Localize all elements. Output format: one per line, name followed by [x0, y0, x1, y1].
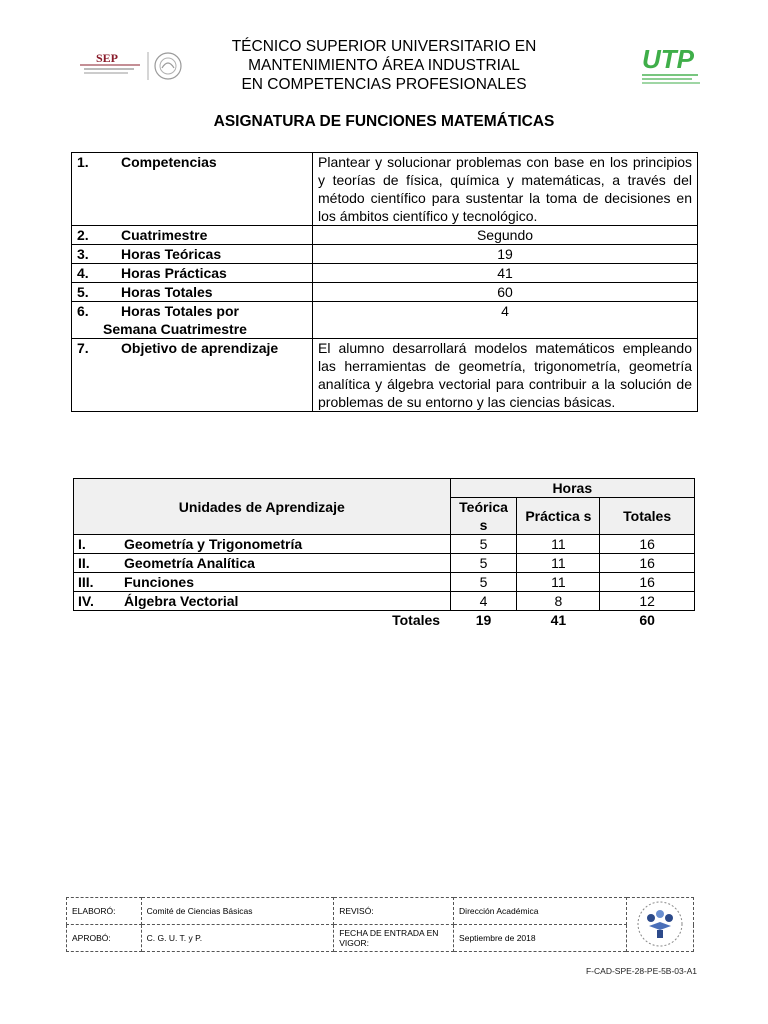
info-value: 4: [313, 302, 698, 339]
unit-teoricas: 5: [450, 535, 517, 554]
institution-seal-icon: [635, 900, 685, 948]
info-row: [72, 264, 698, 283]
unit-teoricas: 5: [450, 573, 517, 592]
unit-row: [74, 535, 695, 554]
info-value: Plantear y solucionar problemas con base en los principios y teorías de física, química y matemáticas, a través del método científico para sustentar la toma de decisiones en los ámbitos científico y tecnológico.: [313, 153, 698, 226]
utp-logo: [640, 44, 704, 88]
info-value: Segundo: [313, 226, 698, 245]
info-label: 4. Horas Prácticas: [72, 264, 313, 283]
utp-logo-text: UTP: [642, 44, 694, 74]
elaboro-value: Comité de Ciencias Básicas: [141, 898, 334, 925]
info-value: El alumno desarrollará modelos matemáticos empleando las herramientas de geometría, trigonometría, geometría analítica y álgebra vectorial para contribuir a la solución de problemas de su entorno y las ciencias básicas.: [313, 339, 698, 412]
unit-row: [74, 592, 695, 611]
info-row: [72, 339, 698, 412]
subject-title: ASIGNATURA DE FUNCIONES MATEMÁTICAS: [213, 113, 555, 130]
seal-cell: [627, 898, 694, 952]
unit-name: IV. Álgebra Vectorial: [74, 592, 451, 611]
total-totales: 60: [639, 612, 655, 628]
info-row: [72, 283, 698, 302]
info-label: 7. Objetivo de aprendizaje: [72, 339, 313, 412]
info-label: 6. Horas Totales por Semana Cuatrimestre: [72, 302, 313, 339]
unit-totales: 16: [600, 554, 695, 573]
reviso-label: REVISÓ:: [334, 898, 454, 925]
teoricas-header: Teórica s: [450, 498, 517, 535]
unit-name: III. Funciones: [74, 573, 451, 592]
info-row: [72, 226, 698, 245]
info-value: 19: [313, 245, 698, 264]
info-value: 60: [313, 283, 698, 302]
reviso-value: Dirección Académica: [454, 898, 627, 925]
unit-row: [74, 573, 695, 592]
aprobo-value: C. G. U. T. y P.: [141, 925, 334, 952]
info-label: 5. Horas Totales: [72, 283, 313, 302]
unit-practicas: 8: [517, 592, 600, 611]
info-label: 1. Competencias: [72, 153, 313, 226]
svg-text:SEP: SEP: [96, 51, 119, 65]
horas-header: Horas: [450, 479, 694, 498]
totals-label: Totales: [392, 612, 441, 628]
units-header: Unidades de Aprendizaje: [74, 479, 451, 535]
fecha-label: FECHA DE ENTRADA EN VIGOR:: [334, 925, 454, 952]
fecha-value: Septiembre de 2018: [454, 925, 627, 952]
unit-row: [74, 554, 695, 573]
footer-approval-table: [66, 897, 694, 952]
total-practicas: 41: [550, 612, 567, 628]
totales-header: Totales: [600, 498, 695, 535]
aprobo-label: APROBÓ:: [67, 925, 142, 952]
document-code: F-CAD-SPE-28-PE-5B-03-A1: [585, 966, 697, 976]
sep-logo: [78, 48, 188, 84]
info-value: 41: [313, 264, 698, 283]
subject-info-table: [71, 152, 698, 412]
unit-totales: 16: [600, 573, 695, 592]
unit-teoricas: 4: [450, 592, 517, 611]
units-table: [73, 478, 695, 629]
unit-totales: 16: [600, 535, 695, 554]
info-label: 3. Horas Teóricas: [72, 245, 313, 264]
info-label: 2. Cuatrimestre: [72, 226, 313, 245]
totals-row: [74, 611, 695, 630]
unit-totales: 12: [600, 592, 695, 611]
elaboro-label: ELABORÓ:: [67, 898, 142, 925]
unit-teoricas: 5: [450, 554, 517, 573]
unit-name: I. Geometría y Trigonometría: [74, 535, 451, 554]
unit-name: II. Geometría Analítica: [74, 554, 451, 573]
unit-practicas: 11: [517, 573, 600, 592]
info-row: [72, 153, 698, 226]
info-row: [72, 245, 698, 264]
info-row: [72, 302, 698, 339]
institution-title: TÉCNICO SUPERIOR UNIVERSITARIO EN MANTENIMIENTO ÁREA INDUSTRIAL EN COMPETENCIAS PROFESIONALES: [231, 38, 537, 93]
total-teoricas: 19: [475, 612, 492, 628]
practicas-header: Práctica s: [517, 498, 600, 535]
unit-practicas: 11: [517, 554, 600, 573]
unit-practicas: 11: [517, 535, 600, 554]
